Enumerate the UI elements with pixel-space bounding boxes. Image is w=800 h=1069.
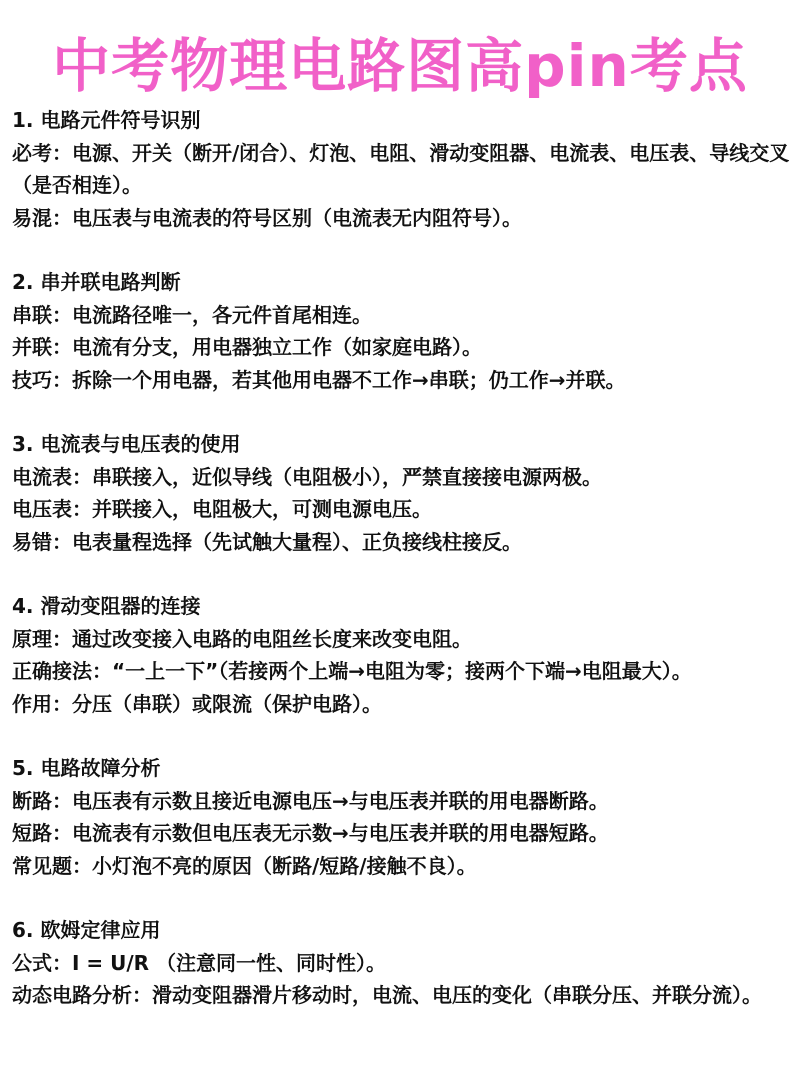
- content-body: [12, 104, 792, 1044]
- section-heading: 3. 电流表与电压表的使用: [12, 432, 241, 456]
- section-circuit-symbols: [12, 104, 792, 234]
- section-ohms-law: [12, 914, 792, 1012]
- section-heading: 4. 滑动变阻器的连接: [12, 594, 201, 618]
- page-title: 中考物理电路图高pin考点: [52, 32, 748, 100]
- section-line: 断路：电压表有示数且接近电源电压→与电压表并联的用电器断路。: [12, 788, 609, 813]
- section-meters: [12, 428, 792, 558]
- section-line: 串联：电流路径唯一，各元件首尾相连。: [12, 302, 372, 327]
- section-series-parallel: [12, 266, 792, 396]
- section-line: 必考：电源、开关（断开/闭合）、灯泡、电阻、滑动变阻器、电流表、电压表、导线交叉（是否相连）。: [12, 140, 790, 197]
- section-heading: 6. 欧姆定律应用: [12, 918, 161, 942]
- section-line: 技巧：拆除一个用电器，若其他用电器不工作→串联；仍工作→并联。: [12, 367, 626, 392]
- section-line: 常见题：小灯泡不亮的原因（断路/短路/接触不良）。: [12, 853, 477, 878]
- section-line: 易错：电表量程选择（先试触大量程）、正负接线柱接反。: [12, 529, 522, 554]
- section-heading: 5. 电路故障分析: [12, 756, 161, 780]
- section-line: 并联：电流有分支，用电器独立工作（如家庭电路）。: [12, 335, 482, 359]
- section-heading: 1. 电路元件符号识别: [12, 108, 201, 132]
- section-line: 短路：电流表有示数但电压表无示数→与电压表并联的用电器短路。: [12, 821, 609, 845]
- section-fault-analysis: [12, 752, 792, 882]
- section-line: 原理：通过改变接入电路的电阻丝长度来改变电阻。: [12, 626, 472, 651]
- section-heading: 2. 串并联电路判断: [12, 270, 181, 294]
- section-line: 作用：分压（串联）或限流（保护电路）。: [12, 691, 382, 716]
- section-line: 电压表：并联接入，电阻极大，可测电源电压。: [12, 497, 432, 521]
- section-rheostat: [12, 590, 792, 720]
- section-line: 电流表：串联接入，近似导线（电阻极小），严禁直接接电源两极。: [12, 464, 602, 489]
- section-line: 动态电路分析：滑动变阻器滑片移动时，电流、电压的变化（串联分压、并联分流）。: [12, 983, 762, 1007]
- section-line: 公式：I = U/R （注意同一性、同时性）。: [12, 950, 387, 975]
- section-line: 正确接法：“一上一下”（若接两个上端→电阻为零；接两个下端→电阻最大）。: [12, 659, 692, 683]
- section-line: 易混：电压表与电流表的符号区别（电流表无内阻符号）。: [12, 205, 522, 230]
